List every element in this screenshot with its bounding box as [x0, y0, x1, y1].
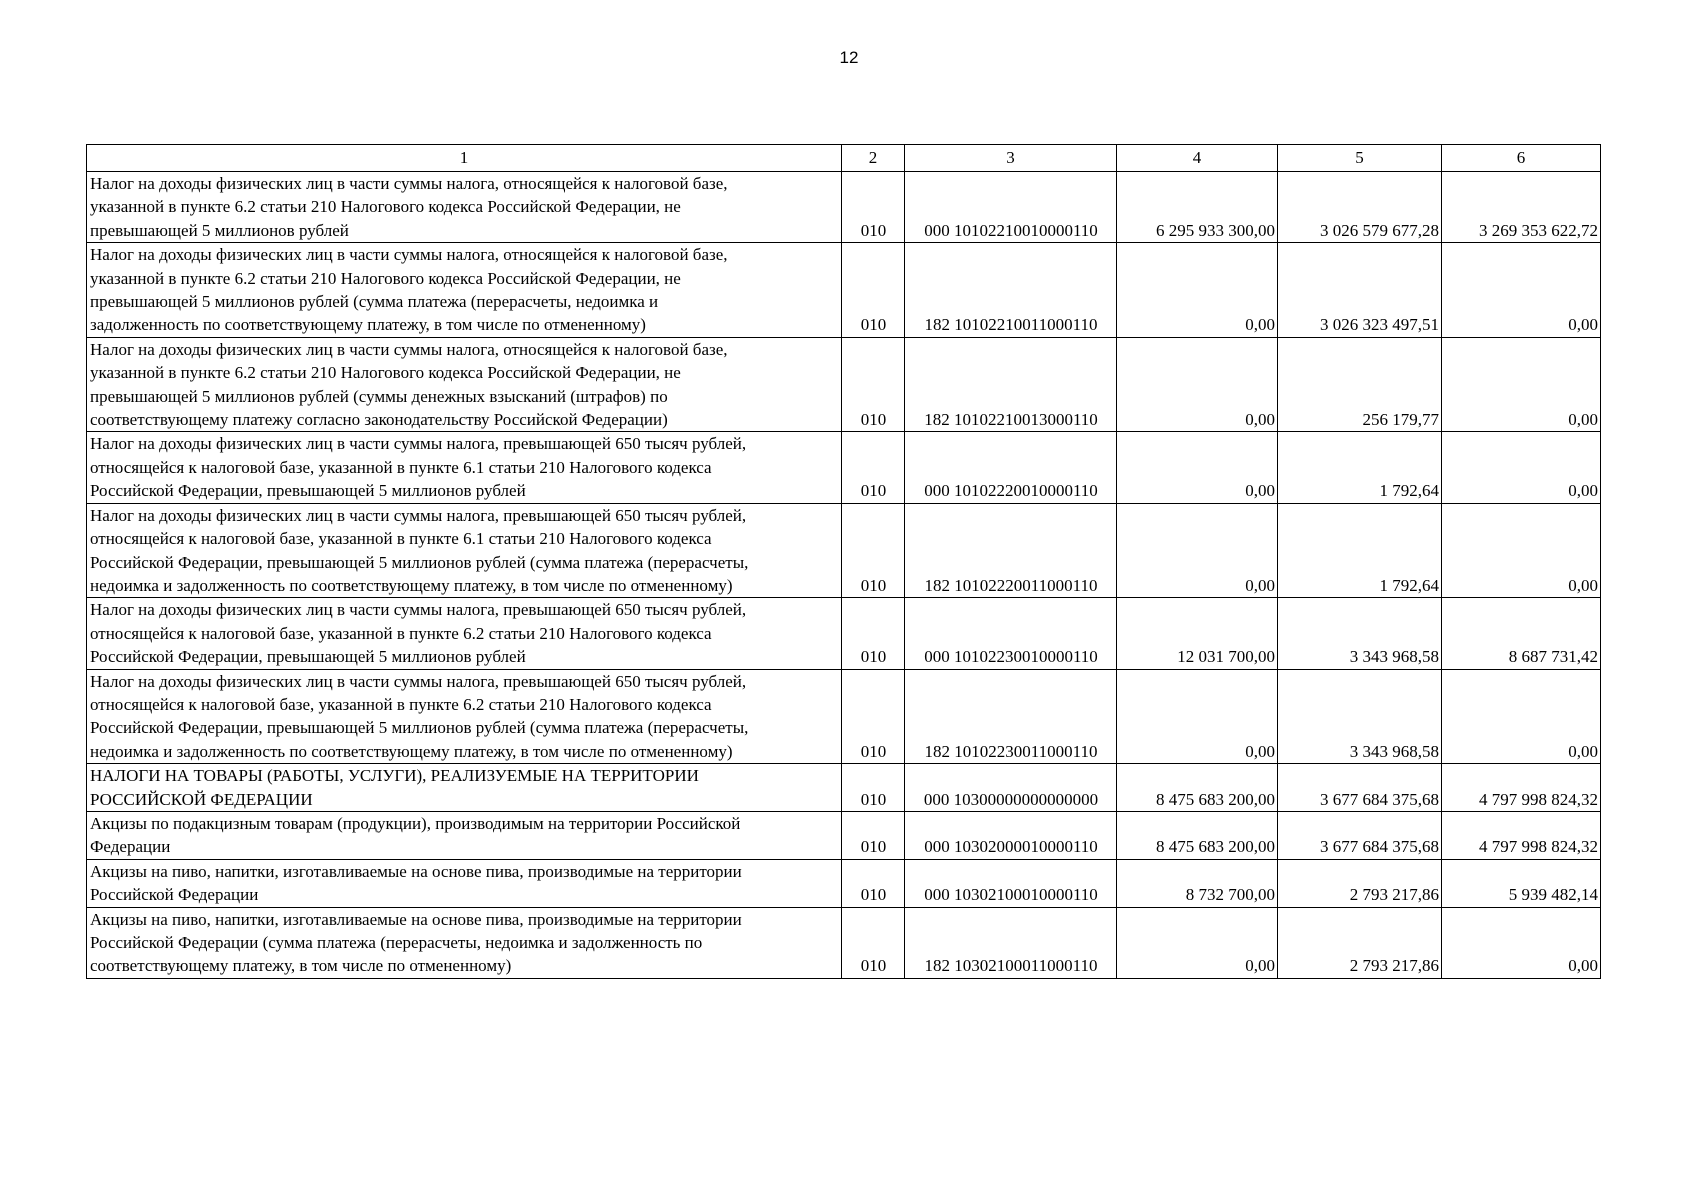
row-unexecuted-cell: 0,00: [1442, 243, 1601, 338]
row-approved-cell: 8 475 683 200,00: [1117, 764, 1278, 812]
row-executed-cell: 3 026 323 497,51: [1278, 243, 1442, 338]
row-line-code-cell: 010: [842, 337, 905, 432]
row-budget-code-cell: 182 10102210011000110: [905, 243, 1117, 338]
row-line-code-cell: 010: [842, 669, 905, 764]
row-name-cell: Налог на доходы физических лиц в части суммы налога, превышающей 650 тысяч рублей, относящейся к налоговой базе, указанной в пункте 6.2 статьи 210 Налогового кодекса Российской Федерации, превышающей 5 миллионов рублей: [87, 598, 842, 669]
table-row: [87, 907, 1601, 978]
revenue-table: [86, 144, 1601, 979]
header-cell-5: 5: [1278, 145, 1442, 172]
row-line-code-cell: 010: [842, 859, 905, 907]
row-executed-cell: 2 793 217,86: [1278, 859, 1442, 907]
table-row: [87, 503, 1601, 598]
row-budget-code-cell: 000 10102210010000110: [905, 172, 1117, 243]
row-budget-code-cell: 000 10102220010000110: [905, 432, 1117, 503]
table-row: [87, 172, 1601, 243]
row-line-code-cell: 010: [842, 598, 905, 669]
row-unexecuted-cell: 8 687 731,42: [1442, 598, 1601, 669]
row-unexecuted-cell: 0,00: [1442, 669, 1601, 764]
row-approved-cell: 0,00: [1117, 669, 1278, 764]
row-budget-code-cell: 182 10102210013000110: [905, 337, 1117, 432]
row-name-cell: Налог на доходы физических лиц в части суммы налога, относящейся к налоговой базе, указанной в пункте 6.2 статьи 210 Налогового кодекса Российской Федерации, не превышающей 5 миллионов рублей (сумма платежа (перерасчеты, недоимка и задолженность по соответствующему платежу, в том числе по отмененному): [87, 243, 842, 338]
row-unexecuted-cell: 0,00: [1442, 337, 1601, 432]
table-row: [87, 598, 1601, 669]
header-cell-6: 6: [1442, 145, 1601, 172]
row-budget-code-cell: 000 10302100010000110: [905, 859, 1117, 907]
page-number: 12: [839, 48, 859, 67]
header-cell-3: 3: [905, 145, 1117, 172]
row-unexecuted-cell: 0,00: [1442, 907, 1601, 978]
row-approved-cell: 8 732 700,00: [1117, 859, 1278, 907]
header-row: [87, 145, 1601, 172]
row-executed-cell: 2 793 217,86: [1278, 907, 1442, 978]
table-row: [87, 669, 1601, 764]
row-budget-code-cell: 182 10302100011000110: [905, 907, 1117, 978]
row-name-cell: Налог на доходы физических лиц в части суммы налога, превышающей 650 тысяч рублей, относящейся к налоговой базе, указанной в пункте 6.1 статьи 210 Налогового кодекса Российской Федерации, превышающей 5 миллионов рублей: [87, 432, 842, 503]
row-name-cell: Акцизы по подакцизным товарам (продукции), производимым на территории Российской Федерации: [87, 811, 842, 859]
row-unexecuted-cell: 0,00: [1442, 503, 1601, 598]
row-approved-cell: 0,00: [1117, 432, 1278, 503]
header-cell-4: 4: [1117, 145, 1278, 172]
row-unexecuted-cell: 5 939 482,14: [1442, 859, 1601, 907]
row-budget-code-cell: 182 10102220011000110: [905, 503, 1117, 598]
row-approved-cell: 12 031 700,00: [1117, 598, 1278, 669]
row-name-cell: Налог на доходы физических лиц в части суммы налога, превышающей 650 тысяч рублей, относящейся к налоговой базе, указанной в пункте 6.1 статьи 210 Налогового кодекса Российской Федерации, превышающей 5 миллионов рублей (сумма платежа (перерасчеты, недоимка и задолженность по соответствующему платежу, в том числе по отмененному): [87, 503, 842, 598]
table-row: [87, 811, 1601, 859]
row-budget-code-cell: 000 10300000000000000: [905, 764, 1117, 812]
table-row: [87, 859, 1601, 907]
row-executed-cell: 3 677 684 375,68: [1278, 764, 1442, 812]
row-budget-code-cell: 000 10102230010000110: [905, 598, 1117, 669]
row-unexecuted-cell: 3 269 353 622,72: [1442, 172, 1601, 243]
header-cell-2: 2: [842, 145, 905, 172]
row-line-code-cell: 010: [842, 907, 905, 978]
table-body: [87, 172, 1601, 979]
row-name-cell: НАЛОГИ НА ТОВАРЫ (РАБОТЫ, УСЛУГИ), РЕАЛИЗУЕМЫЕ НА ТЕРРИТОРИИ РОССИЙСКОЙ ФЕДЕРАЦИИ: [87, 764, 842, 812]
row-executed-cell: 3 677 684 375,68: [1278, 811, 1442, 859]
row-unexecuted-cell: 4 797 998 824,32: [1442, 811, 1601, 859]
row-line-code-cell: 010: [842, 243, 905, 338]
table-row: [87, 243, 1601, 338]
header-cell-1: 1: [87, 145, 842, 172]
table-header: [87, 145, 1601, 172]
row-approved-cell: 0,00: [1117, 907, 1278, 978]
row-approved-cell: 6 295 933 300,00: [1117, 172, 1278, 243]
row-executed-cell: 3 343 968,58: [1278, 669, 1442, 764]
row-budget-code-cell: 000 10302000010000110: [905, 811, 1117, 859]
row-line-code-cell: 010: [842, 432, 905, 503]
row-executed-cell: 1 792,64: [1278, 432, 1442, 503]
row-unexecuted-cell: 4 797 998 824,32: [1442, 764, 1601, 812]
row-name-cell: Акцизы на пиво, напитки, изготавливаемые на основе пива, производимые на территории Российской Федерации (сумма платежа (перерасчеты, недоимка и задолженность по соответствующему платежу, в том числе по отмененному): [87, 907, 842, 978]
row-approved-cell: 0,00: [1117, 243, 1278, 338]
table-row: [87, 432, 1601, 503]
row-executed-cell: 1 792,64: [1278, 503, 1442, 598]
row-unexecuted-cell: 0,00: [1442, 432, 1601, 503]
table-row: [87, 764, 1601, 812]
row-line-code-cell: 010: [842, 764, 905, 812]
row-executed-cell: 256 179,77: [1278, 337, 1442, 432]
row-line-code-cell: 010: [842, 811, 905, 859]
row-budget-code-cell: 182 10102230011000110: [905, 669, 1117, 764]
row-approved-cell: 0,00: [1117, 337, 1278, 432]
row-name-cell: Налог на доходы физических лиц в части суммы налога, относящейся к налоговой базе, указанной в пункте 6.2 статьи 210 Налогового кодекса Российской Федерации, не превышающей 5 миллионов рублей (суммы денежных взысканий (штрафов) по соответствующему платежу согласно законодательству Российской Федерации): [87, 337, 842, 432]
row-executed-cell: 3 026 579 677,28: [1278, 172, 1442, 243]
row-name-cell: Налог на доходы физических лиц в части суммы налога, превышающей 650 тысяч рублей, относящейся к налоговой базе, указанной в пункте 6.2 статьи 210 Налогового кодекса Российской Федерации, превышающей 5 миллионов рублей (сумма платежа (перерасчеты, недоимка и задолженность по соответствующему платежу, в том числе по отмененному): [87, 669, 842, 764]
row-name-cell: Налог на доходы физических лиц в части суммы налога, относящейся к налоговой базе, указанной в пункте 6.2 статьи 210 Налогового кодекса Российской Федерации, не превышающей 5 миллионов рублей: [87, 172, 842, 243]
row-name-cell: Акцизы на пиво, напитки, изготавливаемые на основе пива, производимые на территории Российской Федерации: [87, 859, 842, 907]
row-approved-cell: 8 475 683 200,00: [1117, 811, 1278, 859]
table-row: [87, 337, 1601, 432]
row-line-code-cell: 010: [842, 503, 905, 598]
row-executed-cell: 3 343 968,58: [1278, 598, 1442, 669]
row-line-code-cell: 010: [842, 172, 905, 243]
row-approved-cell: 0,00: [1117, 503, 1278, 598]
